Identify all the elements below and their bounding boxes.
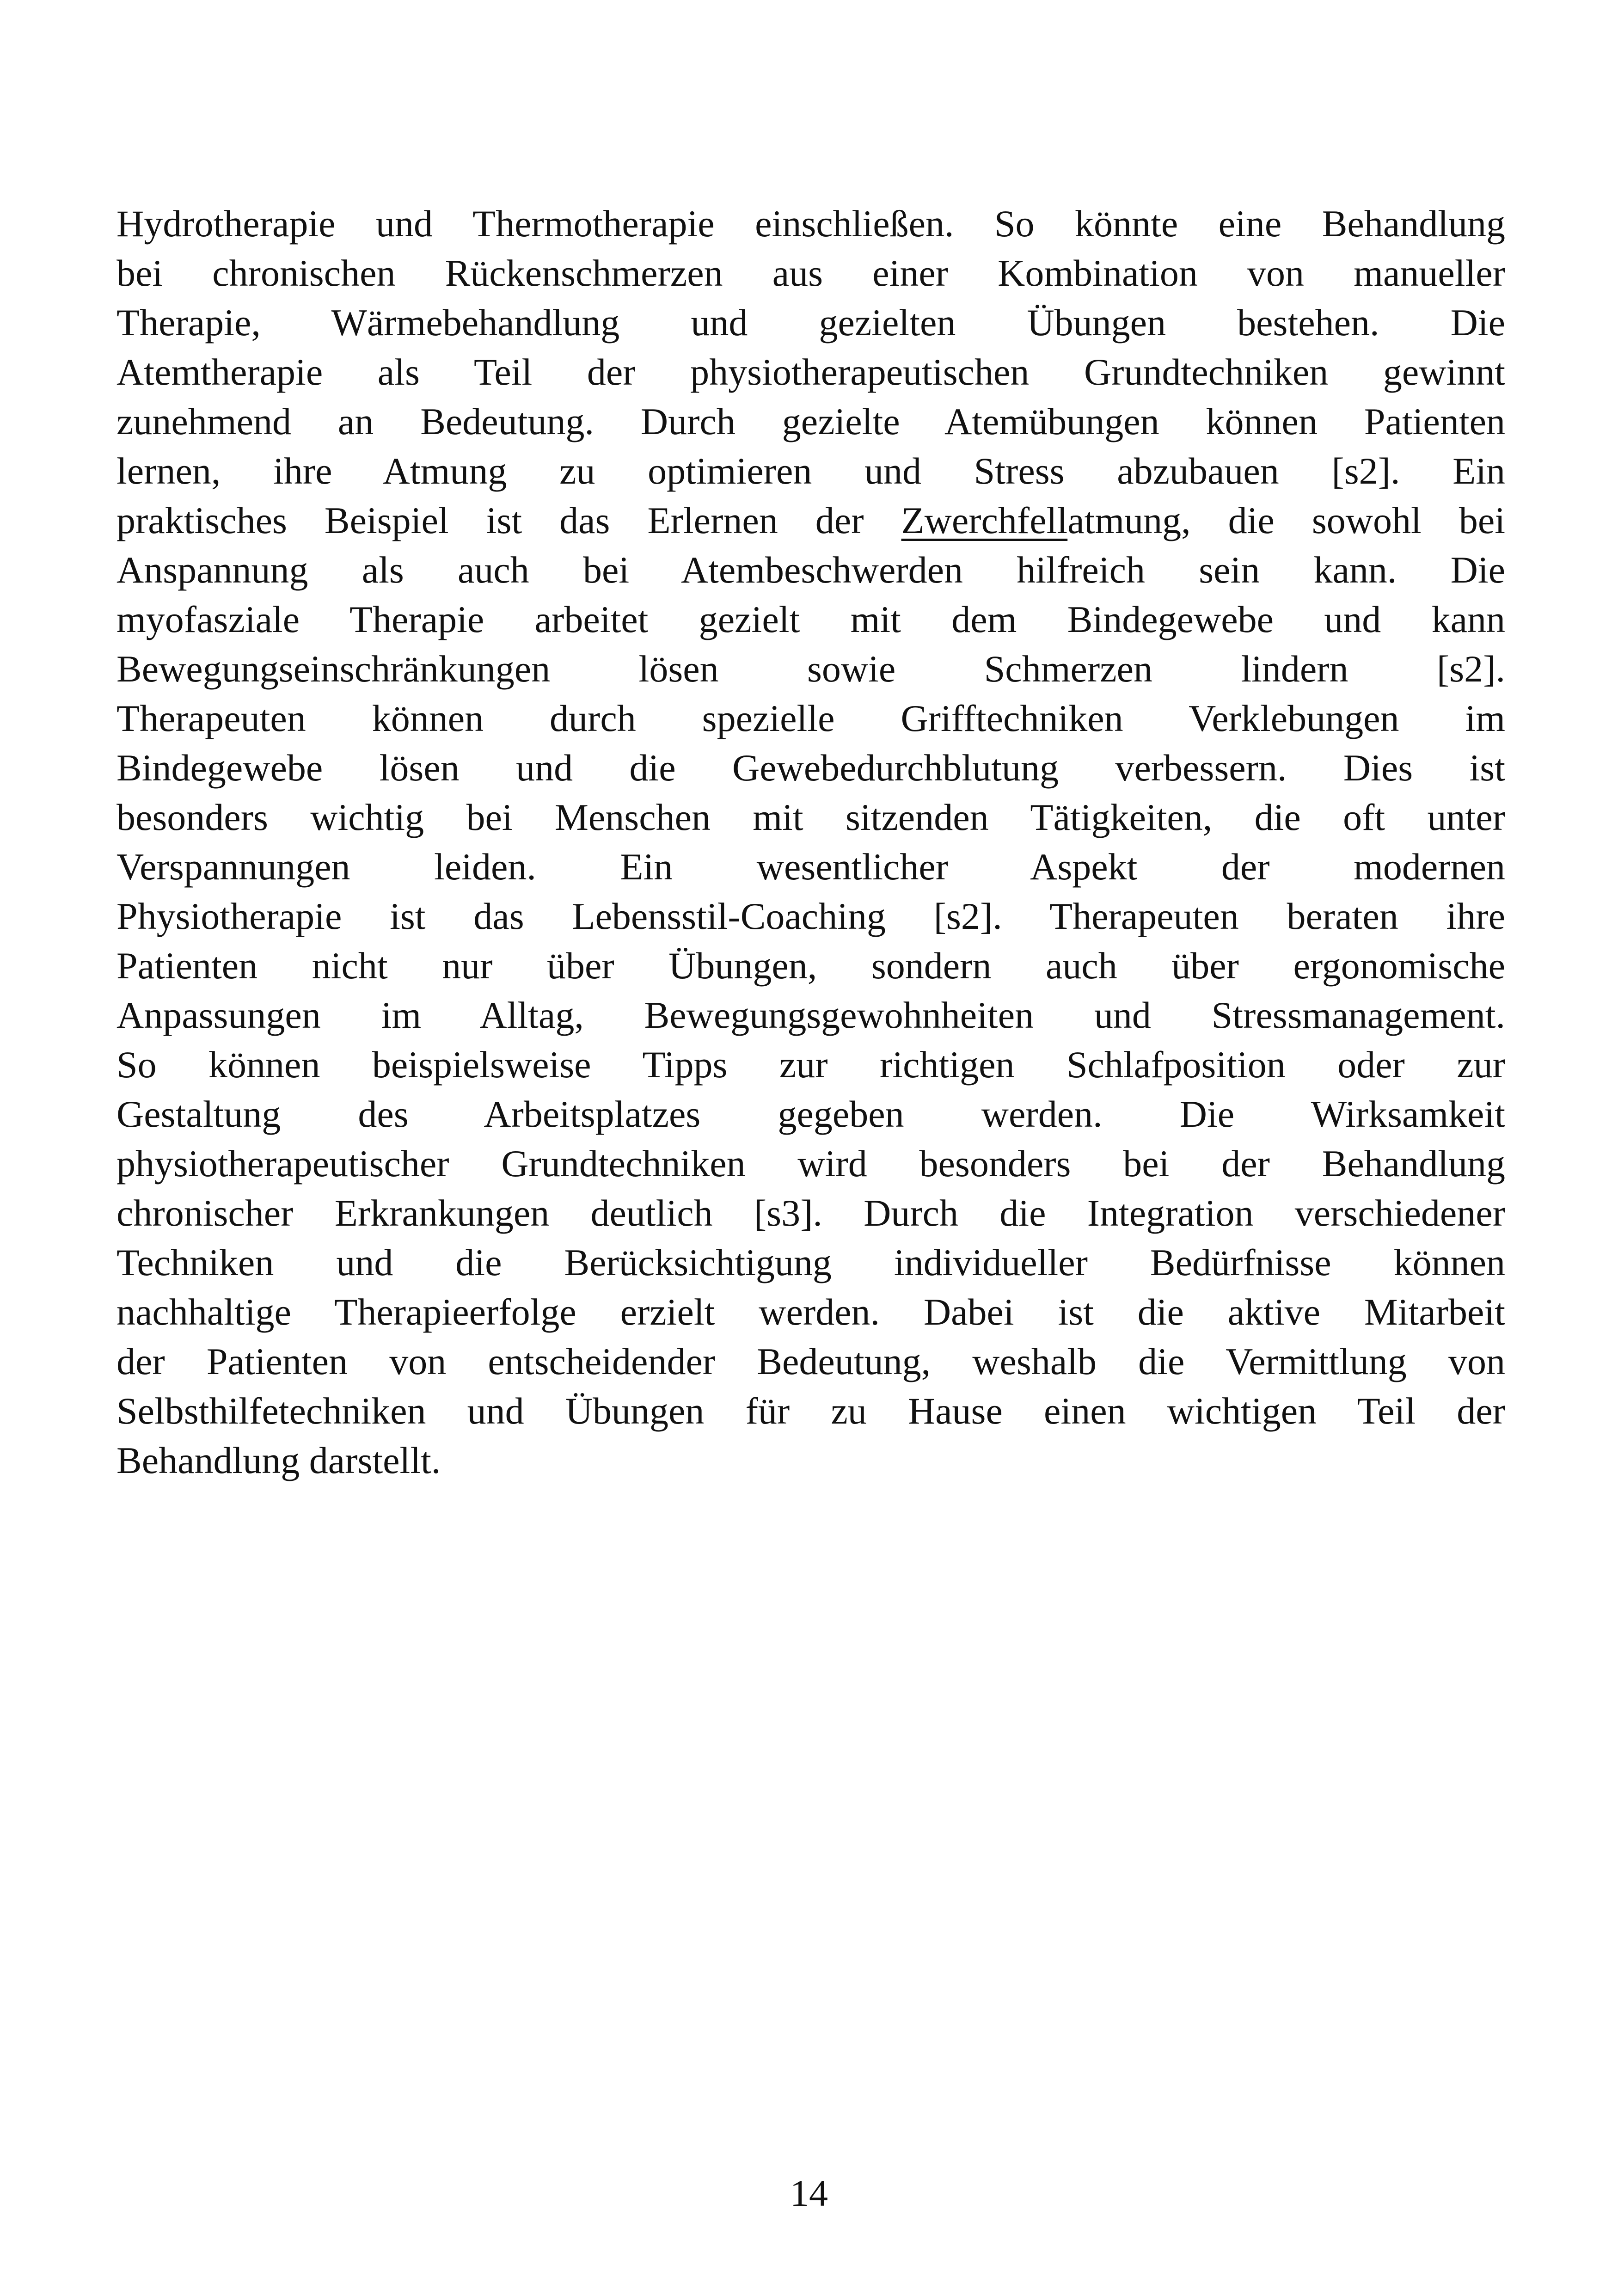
text-line: Verspannungen leiden. Ein wesentlicher Aspekt der modernen [116, 846, 1505, 888]
text-line: Anpassungen im Alltag, Bewegungsgewohnheiten und Stressmanagement. [116, 994, 1505, 1036]
text-line-with-underline [116, 496, 1505, 545]
text-line: Therapie, Wärmebehandlung und gezielten Übungen bestehen. Die [116, 301, 1505, 344]
text-line: bei chronischen Rückenschmerzen aus einer Kombination von manueller [116, 252, 1505, 294]
text-line: lernen, ihre Atmung zu optimieren und Stress abzubauen [s2]. Ein [116, 450, 1505, 492]
text-line: zunehmend an Bedeutung. Durch gezielte Atemübungen können Patienten [116, 400, 1505, 442]
body-text [116, 199, 1505, 1485]
text-line: Techniken und die Berücksichtigung individueller Bedürfnisse können [116, 1241, 1505, 1283]
text-line: Anspannung als auch bei Atembeschwerden hilfreich sein kann. Die [116, 549, 1505, 591]
text-line: Bewegungseinschränkungen lösen sowie Schmerzen lindern [s2]. [116, 648, 1505, 690]
text-line: Behandlung darstellt. [116, 1439, 441, 1481]
text-line: der Patienten von entscheidender Bedeutung, weshalb die Vermittlung von [116, 1340, 1505, 1382]
text-line: myofasziale Therapie arbeitet gezielt mit dem Bindegewebe und kann [116, 598, 1505, 640]
text-line: Physiotherapie ist das Lebensstil-Coaching [s2]. Therapeuten beraten ihre [116, 895, 1505, 937]
text-line: Patienten nicht nur über Übungen, sondern auch über ergonomische [116, 945, 1505, 987]
text-segment: praktisches Beispiel ist das Erlernen der [116, 499, 901, 541]
text-line: Gestaltung des Arbeitsplatzes gegeben werden. Die Wirksamkeit [116, 1093, 1505, 1135]
text-line: physiotherapeutischer Grundtechniken wird besonders bei der Behandlung [116, 1142, 1505, 1185]
text-line: besonders wichtig bei Menschen mit sitzenden Tätigkeiten, die oft unter [116, 796, 1505, 838]
text-segment: atmung, die sowohl bei [1067, 499, 1505, 541]
text-line: Selbsthilfetechniken und Übungen für zu Hause einen wichtigen Teil der [116, 1390, 1505, 1432]
text-line: Hydrotherapie und Thermotherapie einschließen. So könnte eine Behandlung [116, 203, 1505, 245]
text-line: chronischer Erkrankungen deutlich [s3]. Durch die Integration verschiedener [116, 1192, 1505, 1234]
text-line: Therapeuten können durch spezielle Grifftechniken Verklebungen im [116, 697, 1505, 739]
page-number: 14 [790, 2172, 828, 2214]
text-line: So können beispielsweise Tipps zur richtigen Schlafposition oder zur [116, 1044, 1505, 1086]
underlined-word: Zwerchfell [901, 499, 1068, 541]
text-line: Atemtherapie als Teil der physiotherapeutischen Grundtechniken gewinnt [116, 351, 1505, 393]
text-line: nachhaltige Therapieerfolge erzielt werden. Dabei ist die aktive Mitarbeit [116, 1291, 1505, 1333]
text-line: Bindegewebe lösen und die Gewebedurchblutung verbessern. Dies ist [116, 747, 1505, 789]
